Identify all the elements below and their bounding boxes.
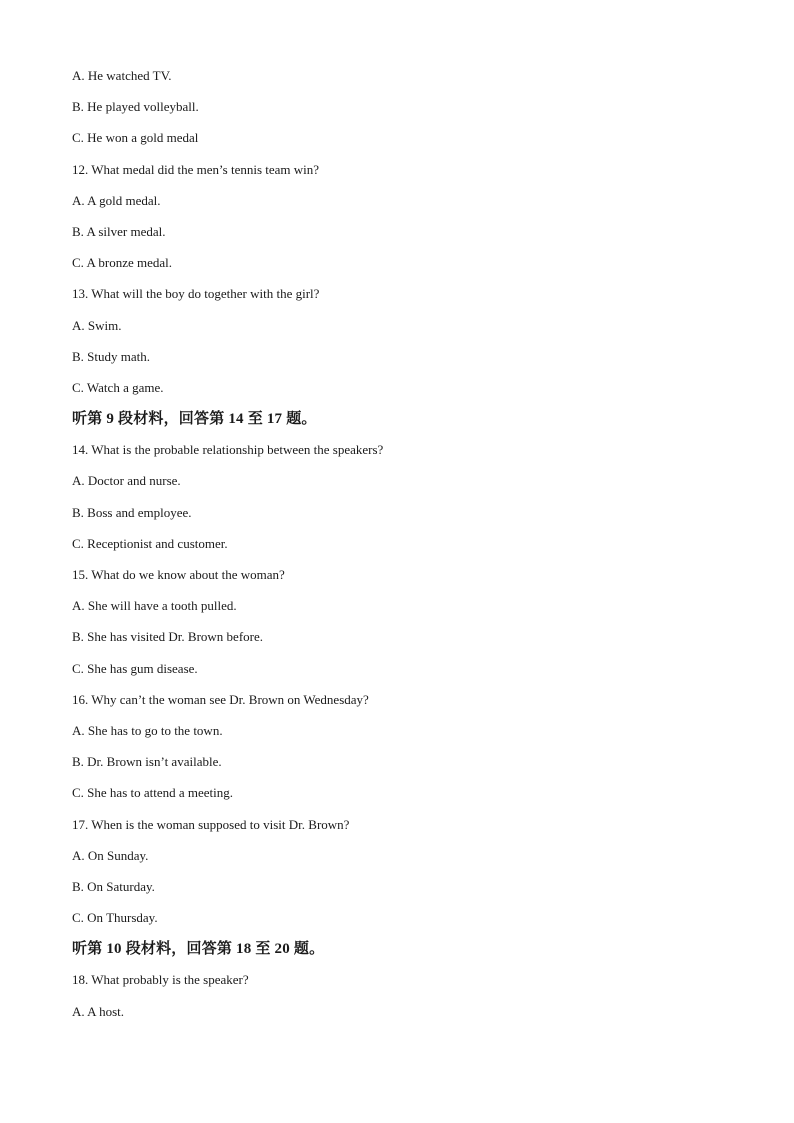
question-text: 15. What do we know about the woman?	[72, 567, 285, 582]
answer-option: A. On Sunday.	[72, 847, 149, 863]
answer-option: B. She has visited Dr. Brown before.	[72, 629, 264, 645]
answer-option: A. She will have a tooth pulled.	[72, 598, 237, 614]
answer-option: A. He watched TV.	[72, 68, 172, 83]
question-text: 18. What probably is the speaker?	[72, 972, 249, 988]
answer-option: A. She has to go to the town.	[72, 722, 223, 738]
answer-option: B. He played volleyball.	[72, 99, 199, 115]
answer-option: A. Doctor and nurse.	[72, 473, 181, 489]
question-text: 12. What medal did the men’s tennis team win?	[72, 161, 320, 177]
answer-option: A. Swim.	[72, 317, 122, 333]
answer-option: C. A bronze medal.	[72, 255, 173, 271]
answer-option: B. Study math.	[72, 348, 151, 364]
answer-option: B. Boss and employee.	[72, 504, 192, 520]
answer-option: C. Receptionist and customer.	[72, 535, 228, 551]
answer-option: C. He won a gold medal	[72, 130, 199, 146]
answer-option: B. On Saturday.	[72, 878, 155, 894]
question-text: 14. What is the probable relationship between the speakers?	[72, 442, 384, 458]
question-text: 17. When is the woman supposed to visit Dr. Brown?	[72, 816, 350, 832]
answer-option: C. She has to attend a meeting.	[72, 785, 234, 801]
answer-option: C. She has gum disease.	[72, 660, 198, 676]
answer-option: C. On Thursday.	[72, 910, 158, 926]
answer-option: A. A gold medal.	[72, 192, 161, 208]
section-heading: 听第 10 段材料，回答第 18 至 20 题。	[72, 941, 325, 958]
answer-option: C. Watch a game.	[72, 379, 164, 395]
question-text: 13. What will the boy do together with the girl?	[72, 286, 320, 302]
answer-option: B. Dr. Brown isn’t available.	[72, 754, 222, 770]
section-heading: 听第 9 段材料，回答第 14 至 17 题。	[72, 411, 317, 428]
question-text: 16. Why can’t the woman see Dr. Brown on Wednesday?	[72, 691, 369, 707]
answer-option: B. A silver medal.	[72, 223, 166, 239]
answer-option: A. A host.	[72, 1003, 125, 1019]
document-page	[72, 66, 732, 1033]
